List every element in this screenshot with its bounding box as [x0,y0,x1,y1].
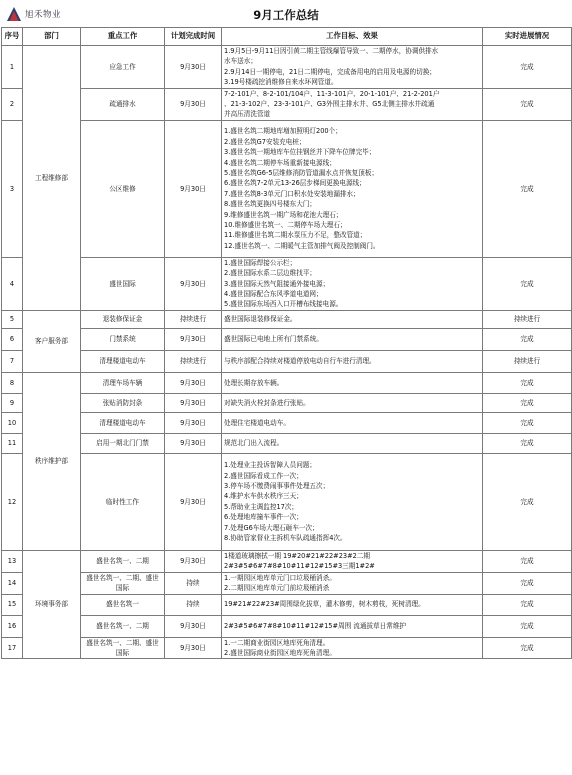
work-goal [222,350,483,372]
progress-status: 完成 [483,372,572,393]
table-body [2,46,572,659]
goal-line: 盛世国际已电地上所有门禁系统。 [224,335,323,344]
company-name: 旭禾物业 [25,10,62,20]
progress-status: 完成 [483,615,572,637]
progress-status: 完成 [483,637,572,659]
goal-line: 、21-3-102户、23-3-101户、G3外围主排水井、G5北侧主排水井疏通 [224,100,435,109]
plan-date: 9月30日 [165,433,222,453]
plan-date: 9月30日 [165,257,222,310]
department-cell: 秩序维护部 [23,372,81,550]
row-number: 17 [2,637,23,659]
row-number: 2 [2,88,23,120]
table-row [2,120,572,257]
row-number: 5 [2,310,23,328]
goal-line: 2#3#5#6#7#8#10#11#12#15#周围 流通拔草日常维护 [224,621,407,630]
goal-line: 8.盛世名筑更换四号楼东大门； [224,200,317,209]
row-number: 15 [2,594,23,615]
row-number: 14 [2,572,23,594]
goal-line: 5.盛世名筑G6-5层维修消防管道漏水点并恢复顶板； [224,169,379,178]
row-number: 1 [2,46,23,89]
work-item: 盛世名筑一、二期 [81,550,165,572]
work-goal [222,88,483,120]
plan-date: 9月30日 [165,453,222,550]
table-row [2,615,572,637]
goal-line: 10.维修盛世名筑一、二期停车场大理石； [224,221,347,230]
plan-date: 9月30日 [165,393,222,412]
goal-line: 与秩序部配合持续对楼道停放电动自行车进行清理。 [224,357,376,366]
goal-line: 2.盛世名筑G7安装充电桩； [224,137,306,146]
table-row [2,550,572,572]
work-goal [222,572,483,594]
progress-status: 完成 [483,257,572,310]
goal-line: 1.一二期商业街园区地库死角清理。 [224,638,330,647]
department-cell: 环境事务部 [23,550,81,658]
row-number: 11 [2,433,23,453]
plan-date: 持续进行 [165,310,222,328]
row-number: 10 [2,412,23,433]
plan-date: 9月30日 [165,372,222,393]
goal-line: 11.维修盛世名筑二期水泵压力不足，整改管道； [224,231,367,240]
work-goal [222,393,483,412]
work-goal [222,550,483,572]
table-row [2,46,572,89]
goal-line: 2#3#5#6#7#8#10#11#12#15#3三期1#2# [224,562,375,571]
row-number: 3 [2,120,23,257]
work-goal [222,594,483,615]
goal-line: 6.处理地库撞车事件一次； [224,513,303,522]
plan-date: 9月30日 [165,550,222,572]
goal-line: 7-2-101户、8-2-101/104户、11-3-101户、20-1-101户、21-2-201户 [224,89,440,98]
progress-status: 持续进行 [483,350,572,372]
goal-line: 处理住宅楼道电动车。 [224,418,290,427]
table-row [2,453,572,550]
goal-line: 12.盛世名筑一、二期暖气主管加排气阀及控制阀门。 [224,241,380,250]
progress-status: 完成 [483,88,572,120]
row-number: 16 [2,615,23,637]
work-goal [222,412,483,433]
table-row [2,310,572,328]
work-item: 盛世国际 [81,257,165,310]
work-summary-table [1,27,572,659]
plan-date: 9月30日 [165,120,222,257]
header-item: 重点工作 [81,28,165,46]
plan-date: 9月30日 [165,328,222,350]
progress-status: 完成 [483,594,572,615]
goal-line: 处理长期存放车辆。 [224,378,284,387]
progress-status: 完成 [483,412,572,433]
work-goal [222,433,483,453]
goal-line: 5.帮助业主调监控17次； [224,502,299,511]
work-item: 应急工作 [81,46,165,89]
goal-line: 1.盛世国际焊接公示栏； [224,258,297,267]
table-row [2,412,572,433]
progress-status: 完成 [483,393,572,412]
row-number: 4 [2,257,23,310]
progress-status: 完成 [483,550,572,572]
work-goal [222,328,483,350]
work-goal [222,615,483,637]
goal-line: 4.盛世国际配合东风季道电道网； [224,290,323,299]
work-item: 清理楼道电动车 [81,350,165,372]
plan-date: 持续进行 [165,350,222,372]
progress-status: 完成 [483,453,572,550]
progress-status: 完成 [483,433,572,453]
row-number: 13 [2,550,23,572]
plan-date: 9月30日 [165,46,222,89]
goal-line: 3.盛世名筑一期地库车位挂钢丝并下降车位牌完毕； [224,148,376,157]
table-row [2,88,572,120]
goal-line: 1.一期园区地库单元门口垃圾桶消杀。 [224,573,336,582]
work-goal [222,46,483,89]
row-number: 12 [2,453,23,550]
table-row [2,393,572,412]
progress-status: 完成 [483,572,572,594]
row-number: 7 [2,350,23,372]
work-item: 门禁系统 [81,328,165,350]
header-plan: 计划完成时间 [165,28,222,46]
goal-line: 19#21#22#23#周围绿化拔草，灌木修剪，树木剪枝，死树清理。 [224,600,425,609]
goal-line: 1.处理业主投诉智障人员问题； [224,461,317,470]
goal-line: 2.盛世国际看成工作一次； [224,471,303,480]
goal-line: 对缺失消火栓封条进行张贴。 [224,398,310,407]
progress-status: 完成 [483,120,572,257]
plan-date: 9月30日 [165,615,222,637]
work-item: 公区维修 [81,120,165,257]
table-row [2,637,572,659]
work-item: 疏通排水 [81,88,165,120]
progress-status: 完成 [483,46,572,89]
goal-line: 1.9月5日-9月11日因引黄二期主管线爆管导致一、二期停水，协调供排水 [224,47,439,55]
work-item: 盛世名筑一、二期 [81,615,165,637]
header-row [2,28,572,46]
work-goal [222,453,483,550]
goal-line: 2.二期园区地库单元门前垃圾桶消杀 [224,584,330,593]
goal-line: 3.盛世国际天然气阻接通外接电源； [224,279,330,288]
goal-line: 1.盛世名筑二期地库増加照明灯200个； [224,127,342,136]
progress-status: 完成 [483,328,572,350]
row-number: 6 [2,328,23,350]
table-row [2,572,572,594]
goal-line: 2.盛世国际商业街园区地库死角清理。 [224,648,336,657]
table-row [2,257,572,310]
goal-line: 盛世国际退装修保证金。 [224,315,297,324]
goal-line: 水车送水； [224,57,257,66]
plan-date: 9月30日 [165,637,222,659]
goal-line: 7.处理G6车场大理石砸车一次； [224,523,319,532]
plan-date: 9月30日 [165,88,222,120]
table-row [2,594,572,615]
goal-line: 2.9月14日一期停电，21日二期停电，完成备用电的启用及电源的切换； [224,67,436,76]
goal-line: 5.盛世国际东场西入口开槽布线接电源。 [224,300,343,309]
table-row [2,350,572,372]
work-item: 张贴消防封条 [81,393,165,412]
row-number: 9 [2,393,23,412]
row-number: 8 [2,372,23,393]
work-item: 临时性工作 [81,453,165,550]
work-item: 清理车场车辆 [81,372,165,393]
goal-line: 2.盛世国际水系二层边维找平； [224,269,317,278]
table-row [2,328,572,350]
work-goal [222,637,483,659]
work-goal [222,310,483,328]
table-row [2,372,572,393]
goal-line: 1楼道玻璃擦拭一期 19#20#21#22#23#2二期 [224,551,370,560]
table-row [2,433,572,453]
header-status: 实时进展情况 [483,28,572,46]
goal-line: 并高压清洗管道 [224,110,271,119]
header-dept: 部门 [23,28,81,46]
work-item: 盛世名筑一、二期、盛世国际 [81,572,165,594]
page-title: 9月工作总结 [253,8,319,22]
progress-status: 持续进行 [483,310,572,328]
work-item: 清理楼道电动车 [81,412,165,433]
goal-line: 规范北门出入流程。 [224,439,284,448]
work-goal [222,257,483,310]
header-goal: 工作目标、效果 [222,28,483,46]
goal-line: 9.维修盛世名筑一期广场和花池大理石； [224,210,343,219]
goal-line: 8.协助管家督业主拆机车队疏通指挥4次。 [224,534,347,543]
goal-line: 4.维护水车供水秩序三天； [224,492,303,501]
goal-line: 7.盛世名筑8-3单元门口积水处安装地漏排水； [224,189,360,198]
goal-line: 3.停车场不缴费闹事事件处理五次； [224,482,330,491]
header-no: 序号 [2,28,23,46]
goal-line: 4.盛世名筑二期停车场重新接电源线； [224,158,336,167]
plan-date: 持续 [165,572,222,594]
work-item: 启用一期北门门禁 [81,433,165,453]
department-cell: 客户服务部 [23,310,81,372]
work-goal [222,372,483,393]
goal-line: 3.19号楼疏挖消维修自来水环网管道。 [224,78,338,87]
work-item: 盛世名筑一 [81,594,165,615]
work-item: 盛世名筑一、二期、盛世国际 [81,637,165,659]
department-cell: 工程维修部 [23,46,81,311]
work-item: 退装修保证金 [81,310,165,328]
work-goal [222,120,483,257]
goal-line: 6.盛世名筑7-2单元13-26层步梯间更换电源线； [224,179,366,188]
plan-date: 持续 [165,594,222,615]
plan-date: 9月30日 [165,412,222,433]
